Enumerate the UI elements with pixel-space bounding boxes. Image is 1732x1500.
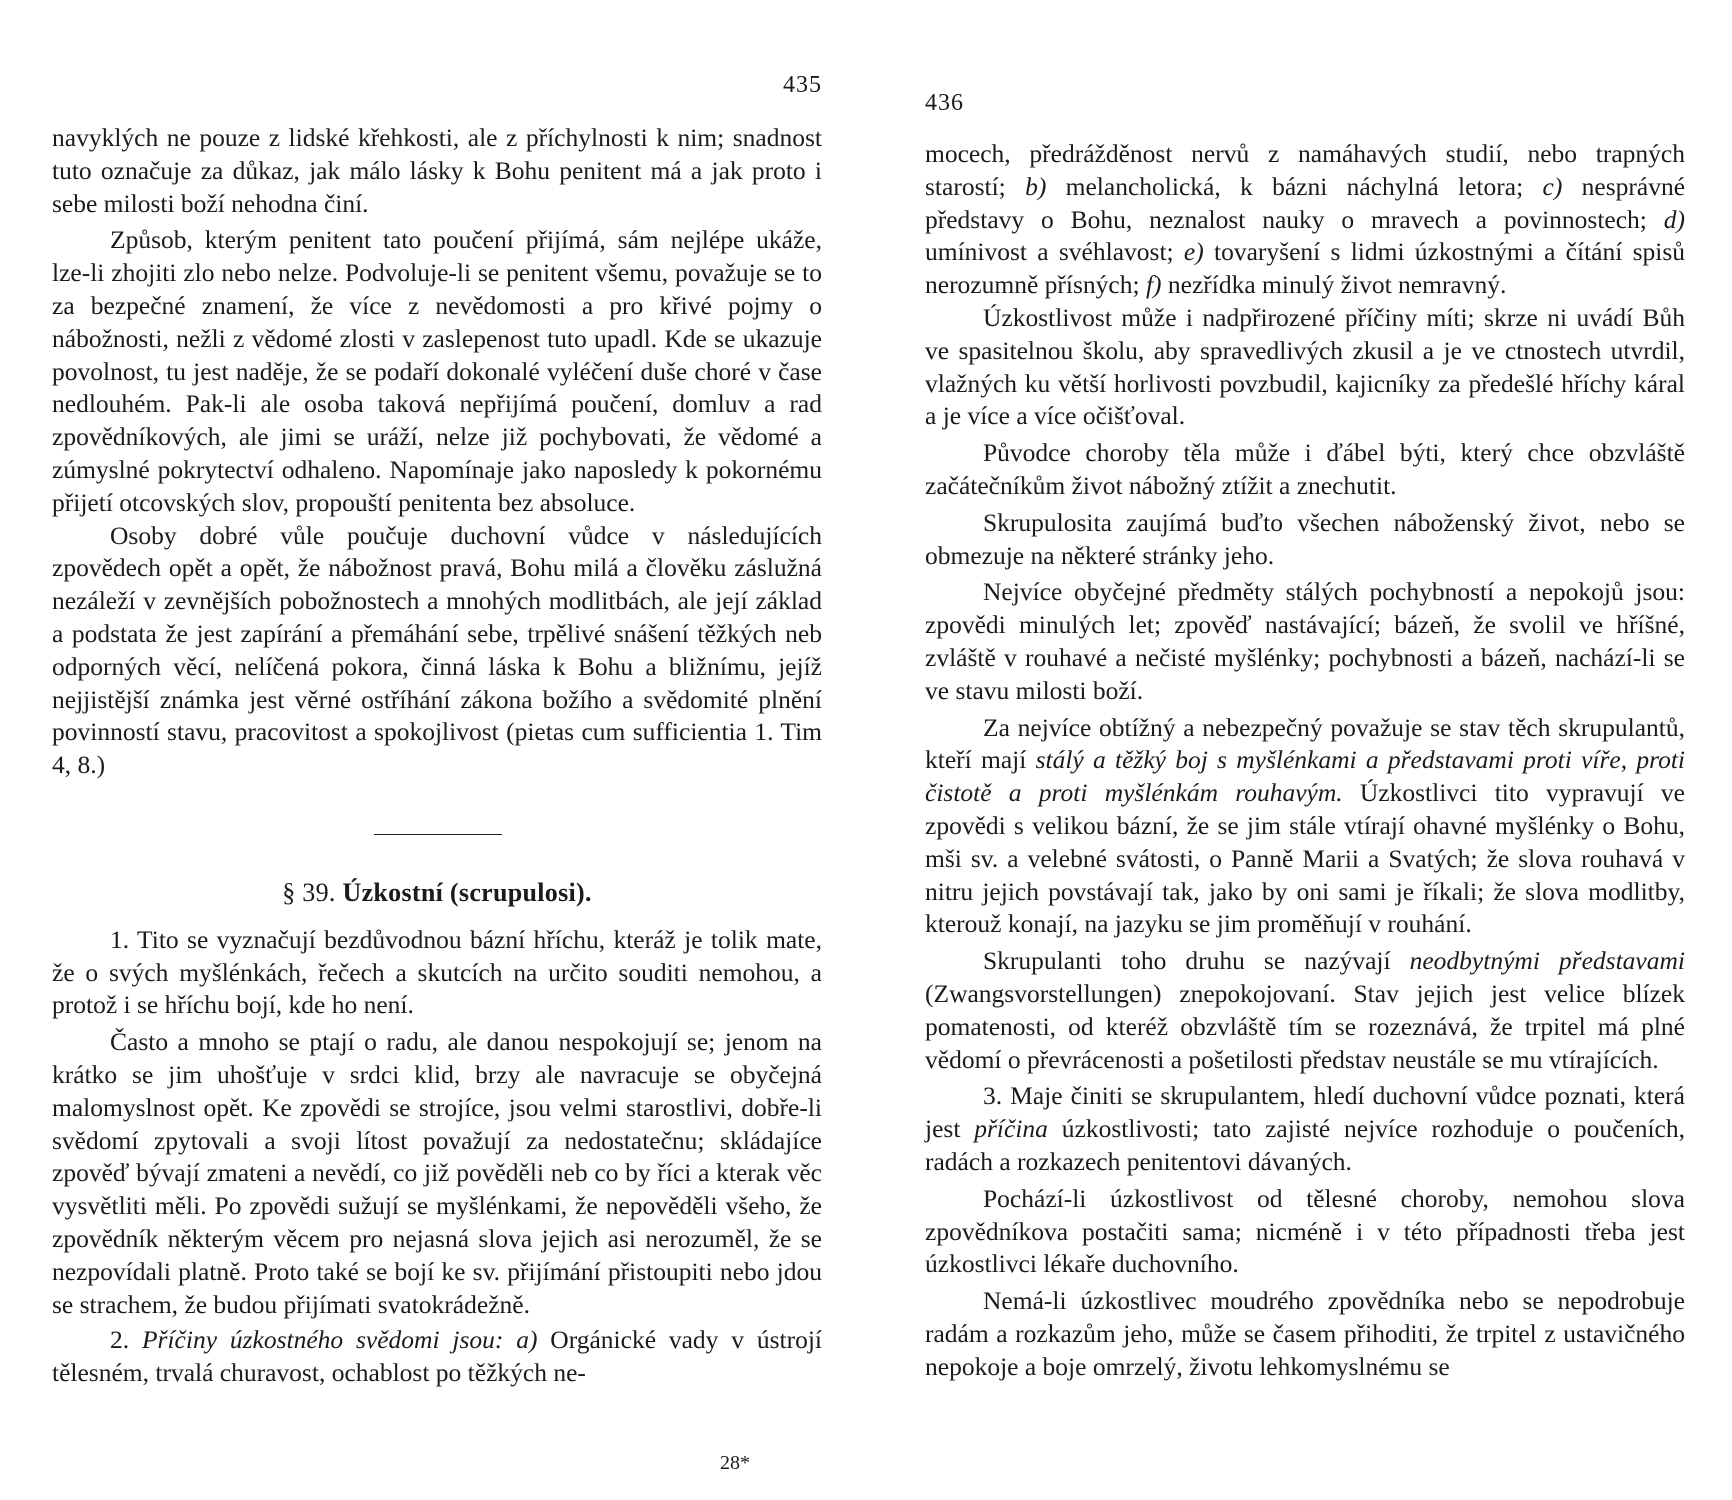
page-number: 436: [925, 90, 964, 116]
paragraph: Úzkostlivost může i nadpřirozené příčiny míti; skrze ni uvádí Bůh ve spasitelnou školu, aby spravedlivých zkusil a je ve ctnostech utvrdil, vlažných ku větší horlivosti povzbudil, kajicníky za předešlé hříchy káral a je více a více očišťoval.: [925, 302, 1685, 431]
text-run: úzkostlivosti; tato zajisté nejvíce rozhoduje o poučeních, radách a rozkazech penitentovi dávaných.: [925, 1114, 1686, 1176]
text-run: mocech, předrážděnost nervů z namáhavých studií, nebo trapných starostí;: [925, 139, 1685, 201]
paragraph-number: 2.: [110, 1325, 130, 1355]
paragraph: navyklých ne pouze z lidské křehkosti, ale z příchylnosti k nim; snadnost tuto označuje za důkaz, jak málo lásky k Bohu penitent má a jak proto i sebe milosti boží nehodna činí.: [52, 123, 822, 218]
text-run: Orgánické vady v ústrojí tělesném, trvalá churavost, ochablost po těžkých ne-: [52, 1325, 822, 1388]
paragraph: Pochází-li úzkostlivost od tělesné choroby, nemohou slova zpovědníkova postačiti sama; nicméně i v této případnosti třeba jest úzkostlivci lékaře duchovního.: [925, 1183, 1685, 1279]
paragraph: [52, 1324, 822, 1390]
text-run: nezřídka minulý život nemravný.: [1167, 270, 1507, 300]
list-label: c): [1542, 171, 1563, 201]
list-label: e): [1183, 237, 1204, 267]
section-heading: [52, 877, 822, 910]
italic-phrase: stálý a těžký boj s myšlénkami a představami proti víře, proti čistotě a proti myšlénkám rouhavým.: [925, 745, 1685, 808]
paragraph: Skrupulosita zaujímá buďto všechen náboženský život, nebo se obmezuje na některé stránky jeho.: [925, 507, 1685, 570]
paragraph: [925, 1080, 1685, 1178]
italic-phrase: příčina: [974, 1114, 1048, 1144]
paragraph: [925, 712, 1685, 942]
italic-phrase: Příčiny úzkostného svědomi jsou: a): [141, 1325, 538, 1355]
paragraph: [925, 945, 1685, 1076]
signature-mark: 28*: [720, 1452, 750, 1474]
paragraph: Původce choroby těla může i ďábel býti, který chce obzvláště začátečníkům život nábožný ztížit a znechutit.: [925, 438, 1685, 500]
text-run: tovaryšení s lidmi úzkostnými a čítání spisů nerozumně přísných;: [925, 237, 1686, 300]
text-run: 3. Maje činiti se skrupulantem, hledí duchovní vůdce poznati, která jest: [925, 1081, 1685, 1144]
paragraph: [925, 138, 1685, 302]
left-page-text: [52, 122, 822, 1390]
paragraph: 1. Tito se vyznačují bezdůvodnou bázní hříchu, kteráž je tolik mate, že o svých myšlénkách, řečech a skutcích na určito souditi nemohou, a protož i se hříchu bojí, kde ho není.: [52, 924, 822, 1020]
paragraph: Nejvíce obyčejné předměty stálých pochybností a nepokojů jsou: zpovědi minulých let; zpověď nastávající; bázeň, že svolil ve hříšné, zvláště v rouhavé a nečisté myšlénky; pochybnosti a bázeň, nachází-li se ve stavu milosti boží.: [925, 577, 1685, 705]
list-label: b): [1025, 171, 1047, 201]
right-page-text: [925, 138, 1685, 1383]
text-run: nesprávné představy o Bohu, neznalost nauky o mravech a povinnostech;: [925, 171, 1686, 234]
text-run: Skrupulanti toho druhu se nazývají: [983, 946, 1391, 976]
text-run: Úzkostlivci tito vypravují ve zpovědi s velikou bázní, že se jim stále vtírají ohavné myšlénky o Bohu, mši sv. a velebné svátosti, o Panně Marii a Svatých; že slova rouhavá v nitru jejich povstávají tak, jako by oni sami je říkali; že slova modlitby, kterouž konají, na jazyku se jim proměňují v rouhání.: [925, 778, 1685, 939]
section-number: § 39.: [282, 877, 336, 907]
section-divider: [374, 834, 502, 835]
text-run: (Zwangsvorstellungen) znepokojovaní. Stav jejich jest velice blízek pomatenosti, od kteréž obzvláště tím se rozeznává, že trpitel má plné vědomí o převrácenosti a pošetilosti představ neustále se mu vtírajících.: [925, 978, 1685, 1074]
left-page: [52, 0, 822, 1500]
page-number: 435: [783, 72, 822, 98]
text-run: melancholická, k bázni náchylná letora;: [1065, 171, 1524, 201]
italic-phrase: neodbytnými představami: [1409, 946, 1685, 976]
paragraph: Často a mnoho se ptají o radu, ale danou nespokojují se; jenom na krátko se jim uhošťuje v srdci klid, brzy ale navracuje se obyčejná malomyslnost opět. Ke zpovědi se strojíce, jsou velmi starostlivi, dobře-li svědomí zpytovali a svoji lítost považují za nedostatečnu; skládajíce zpověď bývají zmateni a nevědí, co již pověděli neb co by říci a kterak věc vysvětliti měli. Po zpovědi sužují se myšlénkami, že nepověděli všeho, že zpovědník některým věcem pro nejasná slova jejich asi nerozuměl, že se nezpovídali platně. Proto také se bojí ke sv. přijímání přistoupiti nebo jdou se strachem, že budou přijímati svatokrádežně.: [52, 1027, 822, 1319]
list-label: d): [1663, 204, 1685, 234]
paragraph: Nemá-li úzkostlivec moudrého zpovědníka nebo se nepodrobuje radám a rozkazům jeho, může se časem přihoditi, že trpitel z ustavičného nepokoje a boje omrzelý, životu lehkomyslnému se: [925, 1286, 1685, 1381]
right-page: [925, 0, 1685, 1500]
text-run: umínivost a svéhlavost;: [925, 237, 1174, 267]
paragraph: Osoby dobré vůle poučuje duchovní vůdce v následujících zpovědech opět a opět, že nábožnost pravá, Bohu milá a člověku záslužná nezáleží v zevnějších pobožnostech a mnohých modlitbách, ale její základ a podstata že jest zapírání a přemáhání sebe, trpělivé snášení těžkých neb odporných věcí, nelíčená pokora, činná láska k Bohu a bližnímu, jejíž nejjistější známka jest věrné ostříhání zákona božího a svědomité plnění povinností stavu, pracovitost a spokojlivost (pietas cum sufficientia 1. Tim 4, 8.): [52, 520, 822, 780]
text-run: Za nejvíce obtížný a nebezpečný považuje se stav těch skrupulantů, kteří mají: [925, 712, 1685, 775]
paragraph: Způsob, kterým penitent tato poučení přijímá, sám nejlépe ukáže, lze-li zhojiti zlo nebo nelze. Podvoluje-li se penitent všemu, považuje se to za bezpečné znamení, že více z nevědomosti a pro křivé pojmy o nábožnosti, nežli z vědomé zlosti v zaslepenost tuto upadl. Kde se ukazuje povolnost, tu jest naděje, že se podaří dokonalé vyléčení duše choré v čase nedlouhém. Pak-li ale osoba taková nepřijímá poučení, domluv a rad zpovědníkových, ale jimi se uráží, nelze již pochybovati, že vědomé a zúmyslné pokrytectví odhaleno. Napomínaje jako naposledy k pokornému přijetí otcovských slov, propouští penitenta bez absoluce.: [52, 225, 822, 517]
list-label: f): [1145, 270, 1162, 300]
section-title: Úzkostní (scrupulosi).: [342, 877, 592, 907]
